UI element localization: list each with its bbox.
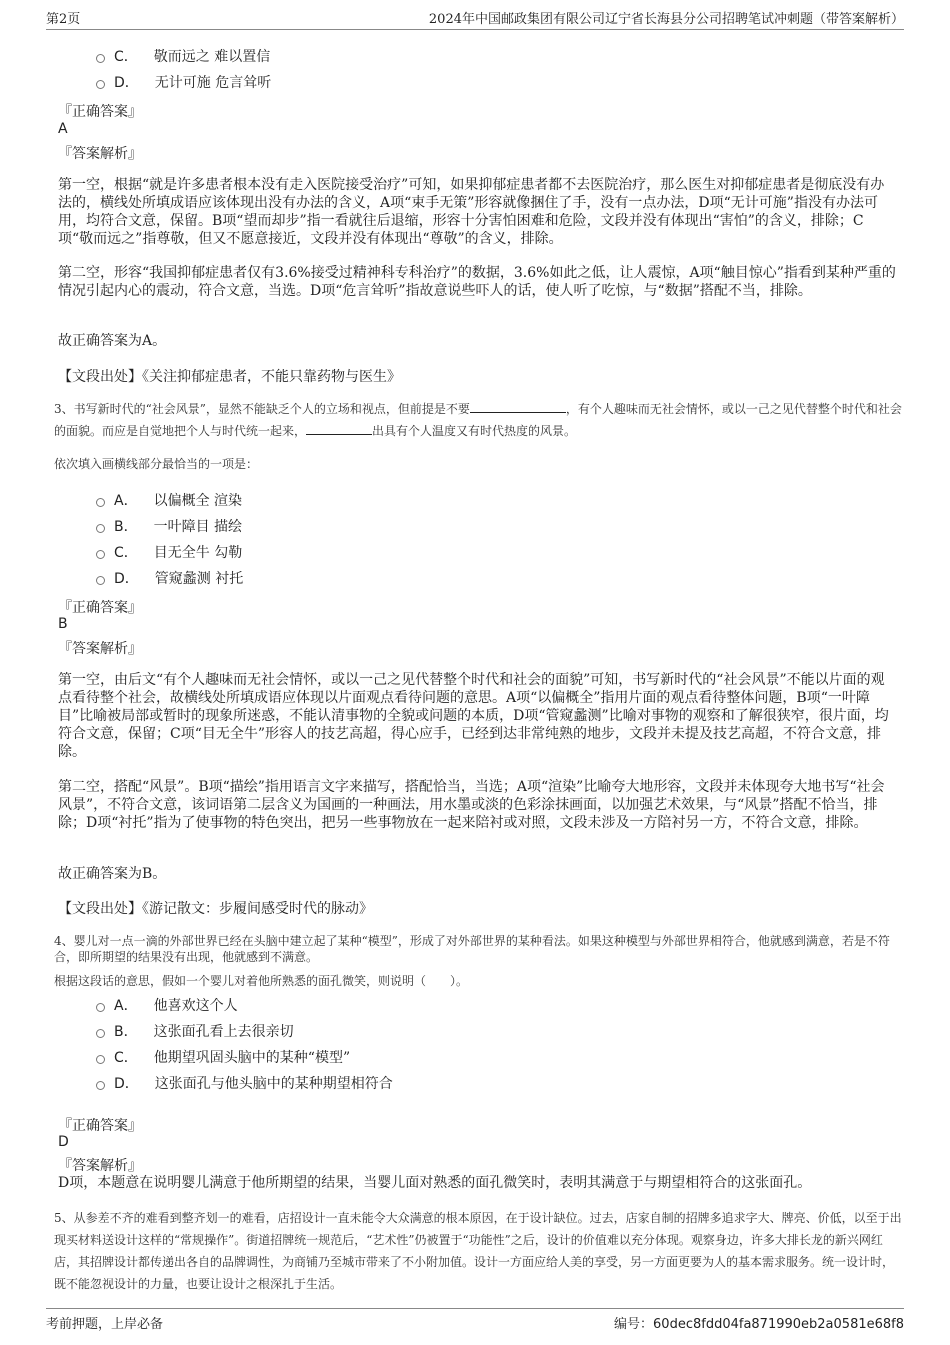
q4-option-d[interactable]: D． 这张面孔与他头脑中的某种期望相符合 — [96, 1073, 393, 1093]
question-stem: 3、书写新时代的“社会风景”，显然不能缺乏个人的立场和视点，但前提是不要 ，有个人趣味而无社会情怀，或以一己之见代替整个时代和社会的面貌。而应是自觉地把个人与时代统一起来， 出具有个人温度又有时代热度的风景。 — [54, 402, 902, 438]
radio-icon[interactable] — [96, 576, 105, 585]
fill-blank — [470, 401, 566, 413]
radio-icon[interactable] — [96, 1055, 105, 1064]
radio-icon[interactable] — [96, 498, 105, 507]
q4-option-b[interactable]: B． 这张面孔看上去很亲切 — [96, 1021, 294, 1041]
explanation-paragraph: 第二空，搭配“风景”。B项“描绘”指用语言文字来描写，搭配恰当，当选；A项“渲染”比喻夸大地形容，文段并未体现夸大地书写“社会风景”，不符合文意，该词语第二层含义为国画的一种画法，用水墨或淡的色彩涂抹画面，以加强艺术效果，与“风景”搭配不恰当，排除；D项“衬托”指为了使事物的特色突出，把另一些事物放在一起来陪衬或对照，文段未涉及一方陪衬另一方，不符合文意，排除。 — [58, 779, 885, 831]
explanation-label: 『答案解析』 — [58, 146, 142, 162]
q3-option-d[interactable]: D． 管窥蠡测 衬托 — [96, 568, 243, 588]
answer-label: 『正确答案』 — [58, 1118, 142, 1134]
document-title: 2024年中国邮政集团有限公司辽宁省长海县分公司招聘笔试冲刺题（带答案解析） — [428, 12, 904, 27]
explanation-label: 『答案解析』 — [58, 1158, 142, 1174]
answer-value: D — [58, 1134, 69, 1150]
conclusion: 故正确答案为A。 — [58, 333, 167, 349]
page-number: 第2页 — [46, 12, 81, 27]
question-stem: 5、从参差不齐的难看到整齐划一的难看，店招设计一直未能令大众满意的根本原因，在于设计缺位。过去，店家自制的招牌多追求字大、牌亮、价低，以至于出现买材料送设计这样的“常规操作”。街道招牌统一规范后，“艺术性”仍被置于“功能性”之后，设计的价值难以充分体现。观察身边，许多大排长龙的新兴网红店，其招牌设计都传递出各自的品牌调性，为商铺乃至城市带来了不小附加值。设计一方面应给人美的享受，另一方面更要为人的基本需求服务。统一设计时，既不能忽视设计的力量，也要让设计之根深扎于生活。 — [54, 1211, 902, 1291]
explanation-paragraph: 第一空，根据“就是许多患者根本没有走入医院接受治疗”可知，如果抑郁症患者都不去医院治疗，那么医生对抑郁症患者是彻底没有办法的，横线处所填成语应该体现出没有办法的含义，A项“束手无策”形容就像捆住了手，没有一点办法，D项“无计可施”指没有办法可用，均符合文意，保留。B项“望而却步”指一看就往后退缩，形容十分害怕困难和危险，文段并没有体现出“害怕”的含义，排除；C项“敬而远之”指尊敬，但又不愿意接近，文段并没有体现出“尊敬”的含义，排除。 — [58, 177, 885, 247]
page-header — [46, 6, 904, 30]
radio-icon[interactable] — [96, 550, 105, 559]
explanation-paragraph: D项，本题意在说明婴儿满意于他所期望的结果，当婴儿面对熟悉的面孔微笑时，表明其满意于与期望相符合的这张面孔。 — [58, 1175, 812, 1191]
footer-slogan: 考前押题，上岸必备 — [46, 1317, 164, 1332]
explanation-paragraph: 第一空，由后文“有个人趣味而无社会情怀，或以一己之见代替整个时代和社会的面貌”可知，书写新时代的“社会风景”不能以片面的观点看待整个社会，故横线处所填成语应体现以片面观点看待问题的意思。A项“以偏概全”指用片面的观点看待整体问题，B项“一叶障目”比喻被局部或暂时的现象所迷惑，不能认清事物的全貌或问题的本质，D项“管窥蠡测”比喻对事物的观察和了解很狭窄，很片面，均符合文意，保留；C项“目无全牛”形容人的技艺高超，得心应手，已经到达非常纯熟的地步，文段并未提及技艺高超，不符合文意，排除。 — [58, 672, 889, 760]
source-citation: 【文段出处】《游记散文：步履间感受时代的脉动》 — [58, 901, 373, 917]
page-footer — [46, 1308, 904, 1336]
radio-icon[interactable] — [96, 524, 105, 533]
q3-option-b[interactable]: B． 一叶障目 描绘 — [96, 516, 242, 536]
explanation-label: 『答案解析』 — [58, 641, 142, 657]
answer-label: 『正确答案』 — [58, 600, 142, 616]
question-prompt: 依次填入画横线部分最恰当的一项是： — [54, 457, 259, 471]
q2-option-c[interactable]: C． 敬而远之 难以置信 — [96, 46, 270, 66]
radio-icon[interactable] — [96, 80, 105, 89]
answer-value: B — [58, 616, 68, 632]
radio-icon[interactable] — [96, 1029, 105, 1038]
q3-option-c[interactable]: C． 目无全牛 勾勒 — [96, 542, 242, 562]
source-citation: 【文段出处】《关注抑郁症患者，不能只靠药物与医生》 — [58, 369, 401, 385]
radio-icon[interactable] — [96, 1003, 105, 1012]
radio-icon[interactable] — [96, 1081, 105, 1090]
document-code: 编号：60dec8fdd04fa871990eb2a0581e68f8 — [614, 1317, 904, 1332]
answer-value: A — [58, 121, 68, 137]
conclusion: 故正确答案为B。 — [58, 866, 167, 882]
q4-option-a[interactable]: A． 他喜欢这个人 — [96, 995, 238, 1015]
fill-blank — [306, 423, 372, 435]
question-stem: 4、婴儿对一点一滴的外部世界已经在头脑中建立起了某种“模型”，形成了对外部世界的某种看法。如果这种模型与外部世界相符合，他就感到满意，若是不符合，即所期望的结果没有出现，他就感到不满意。 — [54, 934, 890, 964]
radio-icon[interactable] — [96, 54, 105, 63]
q4-option-c[interactable]: C． 他期望巩固头脑中的某种“模型” — [96, 1047, 350, 1067]
explanation-paragraph: 第二空，形容“我国抑郁症患者仅有3.6%接受过精神科专科治疗”的数据，3.6%如此之低，让人震惊，A项“触目惊心”指看到某种严重的情况引起内心的震动，符合文意，当选。D项“危言耸听”指故意说些吓人的话，使人听了吃惊，与“数据”搭配不当，排除。 — [58, 265, 896, 299]
answer-label: 『正确答案』 — [58, 104, 142, 120]
q2-option-d[interactable]: D． 无计可施 危言耸听 — [96, 72, 271, 92]
q3-option-a[interactable]: A． 以偏概全 渲染 — [96, 490, 242, 510]
question-prompt: 根据这段话的意思，假如一个婴儿对着他所熟悉的面孔微笑，则说明（ ）。 — [54, 974, 469, 988]
